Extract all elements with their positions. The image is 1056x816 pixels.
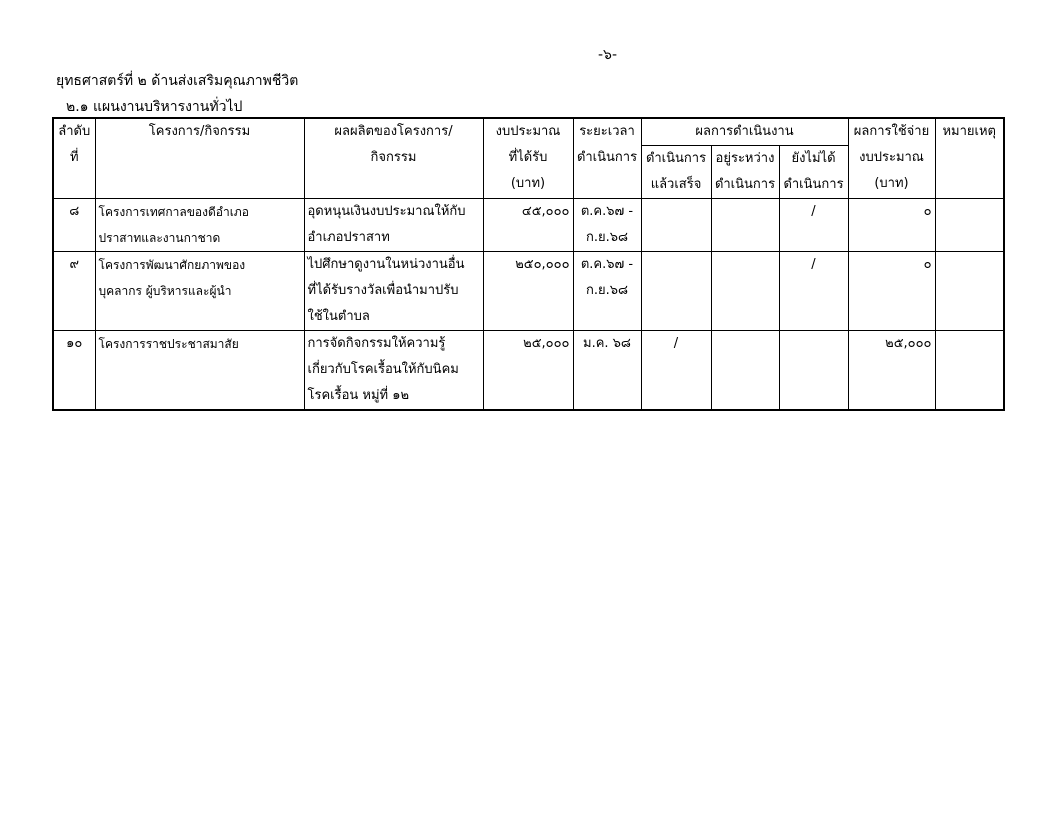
row-spending: ๐ <box>848 199 935 252</box>
row-done <box>641 252 711 331</box>
row-not-started: / <box>779 199 848 252</box>
header-output: ผลผลิตของโครงการ/ กิจกรรม <box>304 118 483 199</box>
row-spending: ๐ <box>848 252 935 331</box>
row-remark <box>935 252 1004 331</box>
row-budget: ๒๕๐,๐๐๐ <box>483 252 573 331</box>
plan-title: ๒.๑ แผนงานบริหารงานทั่วไป <box>66 99 243 115</box>
page-number: -๖- <box>598 47 617 63</box>
table-row <box>53 199 1004 252</box>
header-period: ระยะเวลา ดำเนินการ <box>573 118 641 199</box>
table-row <box>53 331 1004 411</box>
header-row-1 <box>53 118 1004 146</box>
header-remark: หมายเหตุ <box>935 118 1004 199</box>
row-done <box>641 199 711 252</box>
row-output: ไปศึกษาดูงานในหน่วงานอื่น ที่ได้รับรางวัลเพื่อนำมาปรับ ใช้ในตำบล <box>304 252 483 331</box>
row-done: / <box>641 331 711 411</box>
row-in-progress <box>711 199 779 252</box>
row-remark <box>935 199 1004 252</box>
header-spending: ผลการใช้จ่าย งบประมาณ (บาท) <box>848 118 935 199</box>
row-remark <box>935 331 1004 411</box>
header-not-started: ยังไม่ได้ ดำเนินการ <box>779 146 848 199</box>
row-period: ต.ค.๖๗ - ก.ย.๖๘ <box>573 252 641 331</box>
row-not-started <box>779 331 848 411</box>
row-in-progress <box>711 252 779 331</box>
row-in-progress <box>711 331 779 411</box>
row-order: ๙ <box>53 252 95 331</box>
row-order: ๑๐ <box>53 331 95 411</box>
header-result: ผลการดำเนินงาน <box>641 118 848 146</box>
row-period: ต.ค.๖๗ - ก.ย.๖๘ <box>573 199 641 252</box>
row-order: ๘ <box>53 199 95 252</box>
row-not-started: / <box>779 252 848 331</box>
header-project: โครงการ/กิจกรรม <box>95 118 304 199</box>
project-table <box>52 117 1005 411</box>
strategy-title: ยุทธศาสตร์ที่ ๒ ด้านส่งเสริมคุณภาพชีวิต <box>56 73 299 89</box>
table-row <box>53 252 1004 331</box>
row-project: โครงการราชประชาสมาสัย <box>95 331 304 411</box>
row-project: โครงการพัฒนาศักยภาพของ บุคลากร ผู้บริหารและผู้นำ <box>95 252 304 331</box>
row-budget: ๔๕,๐๐๐ <box>483 199 573 252</box>
header-done: ดำเนินการ แล้วเสร็จ <box>641 146 711 199</box>
header-budget: งบประมาณ ที่ได้รับ (บาท) <box>483 118 573 199</box>
row-project: โครงการเทศกาลของดีอำเภอ ปราสาทและงานกาชาด <box>95 199 304 252</box>
row-period: ม.ค. ๖๘ <box>573 331 641 411</box>
row-spending: ๒๕,๐๐๐ <box>848 331 935 411</box>
header-in-progress: อยู่ระหว่าง ดำเนินการ <box>711 146 779 199</box>
header-order: ลำดับ ที่ <box>53 118 95 199</box>
row-budget: ๒๕,๐๐๐ <box>483 331 573 411</box>
row-output: การจัดกิจกรรมให้ความรู้ เกี่ยวกับโรคเรื้อนให้กับนิคม โรคเรื้อน หมู่ที่ ๑๒ <box>304 331 483 411</box>
row-output: อุดหนุนเงินงบประมาณให้กับ อำเภอปราสาท <box>304 199 483 252</box>
